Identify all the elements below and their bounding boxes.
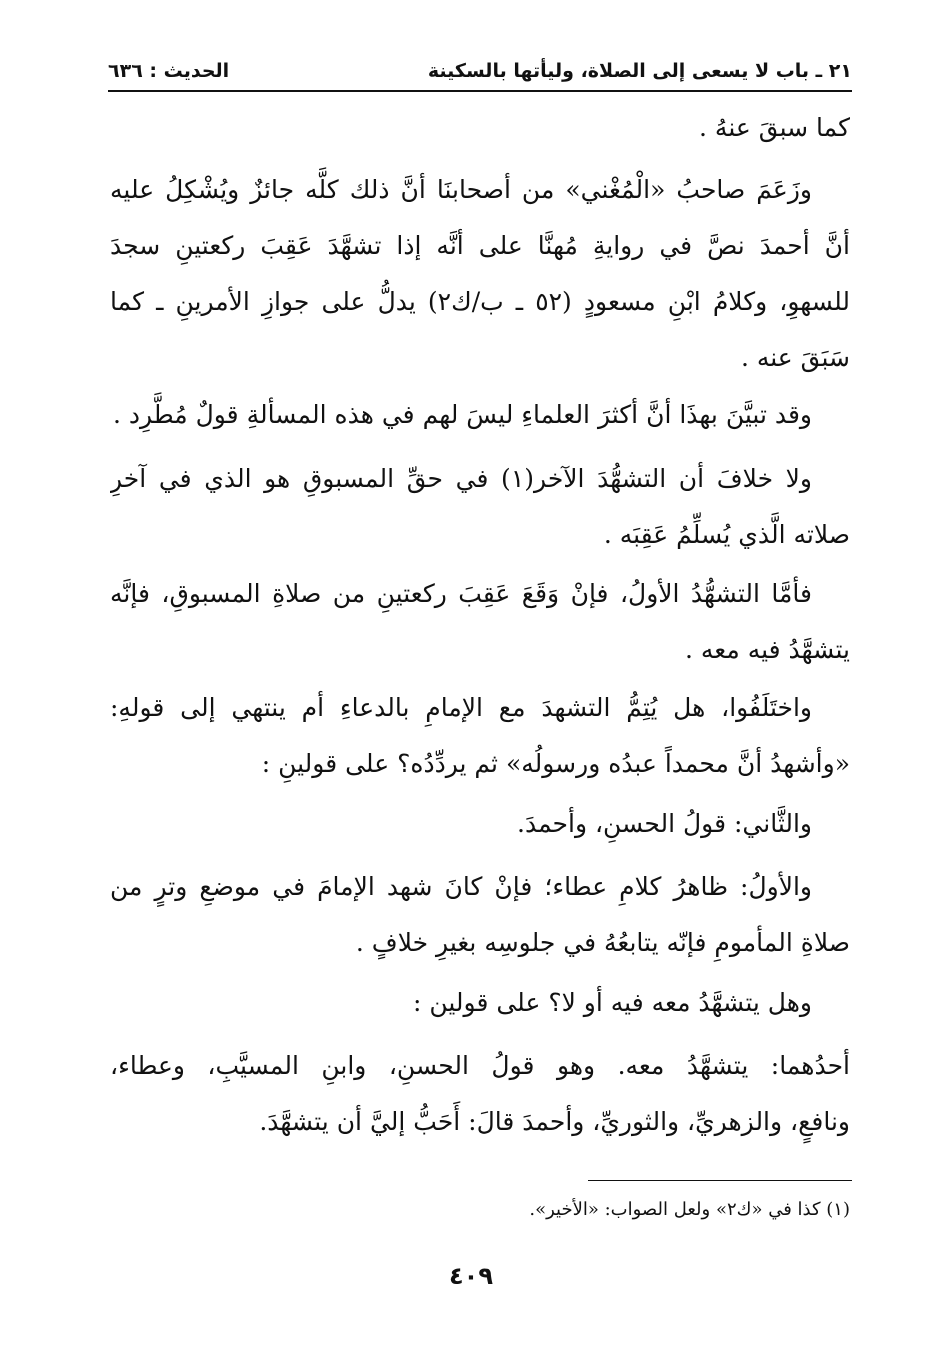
- text-line: صلاته الَّذي يُسلِّمُ عَقِبَه .: [603, 520, 850, 549]
- text-line: يتشهَّدُ فيه معه .: [685, 635, 850, 664]
- chapter-title: ٢١ ـ باب لا يسعى إلى الصلاة، وليأتها بالسكينة: [427, 60, 852, 82]
- paragraph-4: [110, 451, 850, 563]
- paragraph-9: [110, 975, 850, 1031]
- hadith-reference: الحديث : ٦٣٦: [108, 60, 230, 82]
- paragraph-8: [110, 859, 850, 971]
- text-line: «وأشهدُ أنَّ محمداً عبدُه ورسولُه» ثم يردِّدُه؟ على قولينِ :: [261, 749, 850, 778]
- text-line: ولا خلافَ أن التشهُّدَ الآخر(١) في حقِّ المسبوقِ هو الذي في آخرِ: [110, 464, 812, 493]
- text-line: وقد تبيَّنَ بهذَا أنَّ أكثرَ العلماءِ ليسَ لهم في هذه المسألةِ قولٌ مُطَّرِد .: [112, 400, 812, 429]
- paragraph-1: [110, 100, 850, 156]
- header-rule: [108, 90, 852, 92]
- text-line: كما سبقَ عنهُ .: [699, 113, 850, 142]
- page-number: ٤٠٩: [449, 1262, 493, 1290]
- text-line: واختَلَفُوا، هل يُتِمُّ التشهدَ مع الإمامِ بالدعاءِ أم ينتهي إلى قولهِ:: [110, 693, 812, 722]
- paragraph-10: [110, 1038, 850, 1150]
- text-line: صلاةِ المأمومِ فإنّه يتابعُهُ في جلوسِه بغيرِ خلافٍ .: [355, 928, 850, 957]
- text-line: فأمَّا التشهُّدُ الأولُ، فإنْ وَقَعَ عَقِبَ ركعتينِ من صلاةِ المسبوقِ، فإنَّه: [110, 579, 812, 608]
- text-line: أحدُهما: يتشهَّدُ معه. وهو قولُ الحسنِ، وابنِ المسيَّبِ، وعطاء،: [110, 1051, 850, 1080]
- paragraph-7: [110, 796, 850, 852]
- text-line: أنَّ أحمدَ نصَّ في روايةِ مُهنَّا على أنَّه إذا تشهَّدَ عَقِبَ ركعتينِ سجدَ: [110, 231, 850, 260]
- text-line: والثَّاني: قولُ الحسنِ، وأحمدَ.: [517, 809, 812, 838]
- paragraph-5: [110, 566, 850, 678]
- text-line: وزَعَمَ صاحبُ «الْمُغْني» من أصحابنَا أنَّ ذلك كلَّه جائزٌ ويُشْكِلُ عليه: [110, 175, 812, 204]
- paragraph-2: [110, 162, 850, 386]
- text-line: سَبَقَ عنه .: [740, 343, 850, 372]
- footnote-rule: [588, 1180, 852, 1181]
- paragraph-3: [110, 387, 850, 443]
- text-line: ونافعٍ، والزهريِّ، والثوريِّ، وأحمدَ قالَ: أَحَبُّ إليَّ أن يتشهَّدَ.: [259, 1107, 850, 1136]
- text-line: والأولُ: ظاهرُ كلامِ عطاء؛ فإنْ كانَ شهد الإمامَ في موضعِ وترٍ من: [110, 872, 812, 901]
- paragraph-6: [110, 680, 850, 792]
- running-header: [108, 52, 852, 86]
- text-line: للسهوِ، وكلامُ ابْنِ مسعودٍ (٥٢ ـ ب/ك٢) يدلُّ على جوازِ الأمرينِ ـ كما: [110, 287, 850, 316]
- text-line: وهل يتشهَّدُ معه فيه أو لا؟ على قولين :: [412, 988, 812, 1017]
- footnote: (١) كذا في «ك٢» ولعل الصواب: «الأخير».: [529, 1199, 850, 1220]
